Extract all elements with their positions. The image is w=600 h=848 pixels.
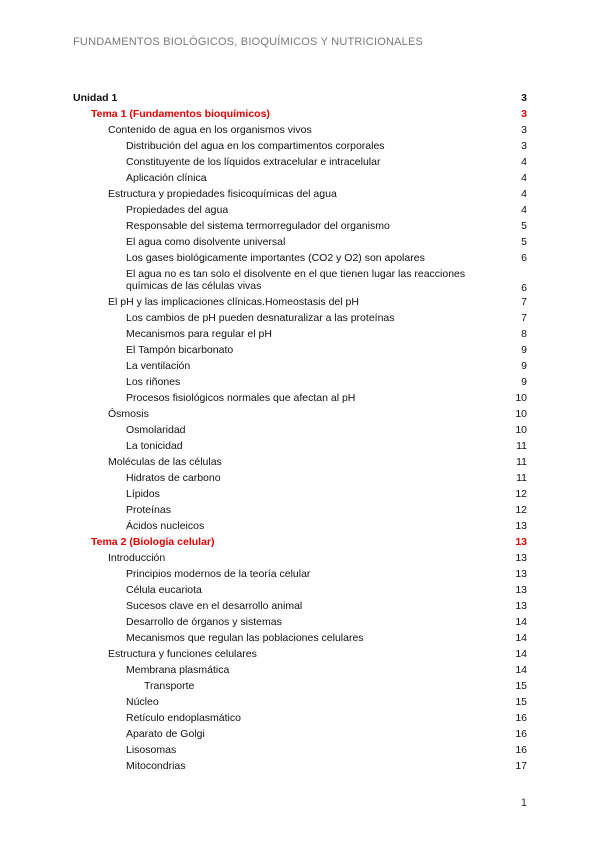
toc-entry[interactable] [73,598,527,614]
toc-entry-title: Estructura y propiedades fisicoquímicas del agua [108,188,337,200]
toc-entry-title: El agua como disolvente universal [126,236,286,248]
toc-entry-page: 14 [515,616,527,628]
toc-entry-title: La tonicidad [126,440,183,452]
toc-entry[interactable] [73,758,527,774]
toc-entry-page: 11 [516,440,527,452]
toc-entry-page: 13 [515,568,527,580]
toc-entry-title: Ácidos nucleicos [126,520,205,532]
toc-entry-page: 8 [521,328,527,340]
toc-entry-title: Constituyente de los líquidos extracelular e intracelular [126,156,381,168]
toc-entry[interactable] [73,342,527,358]
toc-entry[interactable] [73,486,527,502]
toc-entry-page: 4 [521,204,527,216]
toc-entry-title: Principios modernos de la teoría celular [126,568,311,580]
toc-entry-title: Aplicación clínica [126,172,207,184]
toc-entry-title: Distribución del agua en los compartimentos corporales [126,140,385,152]
toc-entry-title: Propiedades del agua [126,204,229,216]
toc-entry-page: 12 [515,488,527,500]
toc-entry-title: Tema 2 (Biología celular) [91,536,215,548]
toc-entry-page: 15 [515,680,527,692]
toc-entry-page: 7 [521,296,527,308]
toc-entry-title: Aparato de Golgi [126,728,205,740]
toc-entry-title: Hidratos de carbono [126,472,221,484]
toc-entry[interactable] [73,122,527,138]
toc-entry-page: 14 [515,664,527,676]
toc-entry-page: 3 [521,124,527,136]
toc-entry-title: Contenido de agua en los organismos vivos [108,124,312,136]
toc-entry-page: 10 [515,424,527,436]
toc-entry[interactable] [73,614,527,630]
toc-entry-page: 6 [521,252,527,264]
toc-entry[interactable] [73,406,527,422]
toc-entry-page: 16 [515,744,527,756]
toc-entry-title: La ventilación [126,360,191,372]
toc-entry[interactable] [73,710,527,726]
toc-entry-page: 6 [521,282,527,294]
toc-entry[interactable] [73,502,527,518]
toc-entry[interactable] [73,694,527,710]
toc-entry-page: 3 [521,92,527,104]
toc-entry-title: Mecanismos para regular el pH [126,328,272,340]
toc-entry[interactable] [73,582,527,598]
toc-entry-title: Tema 1 (Fundamentos bioquímicos) [91,108,270,120]
toc-entry[interactable] [73,454,527,470]
toc-entry[interactable] [73,742,527,758]
toc-entry-title: Sucesos clave en el desarrollo animal [126,600,303,612]
toc-entry-title: Moléculas de las células [108,456,222,468]
toc-entry-page: 12 [515,504,527,516]
toc-entry[interactable] [73,186,527,202]
toc-entry[interactable] [73,630,527,646]
toc-entry[interactable] [73,294,527,310]
toc-entry[interactable] [73,106,527,122]
toc-entry-title: Los cambios de pH pueden desnaturalizar a las proteínas [126,312,395,324]
toc-entry-title: Los riñones [126,376,181,388]
toc-entry-page: 11 [516,456,527,468]
toc-entry-page: 10 [515,408,527,420]
toc-entry-page: 5 [521,236,527,248]
toc-entry-page: 13 [515,536,527,548]
toc-entry-title: Los gases biológicamente importantes (CO2 y O2) son apolares [126,252,425,264]
toc-entry[interactable] [73,202,527,218]
toc-entry[interactable] [73,390,527,406]
toc-entry[interactable] [73,534,527,550]
toc-entry-page: 7 [521,312,527,324]
toc-entry-page: 14 [515,648,527,660]
toc-entry-page: 4 [521,188,527,200]
toc-entry-page: 11 [516,472,527,484]
toc-entry-title: El agua no es tan solo el disolvente en el que tienen lugar las reacciones químicas de las células vivas [126,268,466,292]
toc-entry-page: 15 [515,696,527,708]
toc-entry-page: 16 [515,728,527,740]
toc-entry[interactable] [73,726,527,742]
toc-entry[interactable] [73,154,527,170]
toc-entry-title: Unidad 1 [73,92,118,104]
toc-entry-title: Membrana plasmática [126,664,230,676]
toc-entry-title: Mitocondrias [126,760,186,772]
toc-entry[interactable] [73,678,527,694]
toc-entry[interactable] [73,518,527,534]
toc-entry[interactable] [73,422,527,438]
toc-entry-page: 14 [515,632,527,644]
toc-entry-title: El Tampón bicarbonato [126,344,234,356]
toc-entry[interactable] [73,138,527,154]
toc-entry[interactable] [73,90,527,106]
toc-entry-page: 16 [515,712,527,724]
toc-entry[interactable] [73,218,527,234]
toc-entry-page: 13 [515,520,527,532]
page-number: 1 [520,797,527,809]
toc-entry-page: 13 [515,584,527,596]
toc-entry[interactable] [73,470,527,486]
toc-entry-page: 9 [521,376,527,388]
toc-entry-page: 4 [521,156,527,168]
toc-entry[interactable] [73,250,527,266]
toc-entry[interactable] [73,550,527,566]
toc-entry-title: Lípidos [126,488,160,500]
toc-entry[interactable] [73,662,527,678]
toc-entry-page: 17 [515,760,527,772]
toc-entry[interactable] [73,358,527,374]
toc-entry[interactable] [73,310,527,326]
toc-entry[interactable] [73,438,527,454]
toc-entry-page: 5 [521,220,527,232]
toc-entry[interactable] [73,234,527,250]
toc-entry-title: Responsable del sistema termorregulador del organismo [126,220,390,232]
toc-entry-title: Ósmosis [108,408,149,420]
toc-entry-page: 13 [515,600,527,612]
toc-entry[interactable] [73,374,527,390]
toc-entry-page: 9 [521,360,527,372]
toc-entry-page: 3 [521,140,527,152]
toc-entry[interactable] [73,170,527,186]
table-of-contents [73,90,527,774]
toc-entry[interactable] [73,266,527,294]
toc-entry-title: Proteínas [126,504,171,516]
toc-entry-title: Desarrollo de órganos y sistemas [126,616,282,628]
toc-entry-title: Retículo endoplasmático [126,712,241,724]
toc-entry-title: Lisosomas [126,744,177,756]
toc-entry[interactable] [73,326,527,342]
toc-entry-title: Osmolaridad [126,424,186,436]
toc-entry-page: 13 [515,552,527,564]
toc-entry[interactable] [73,566,527,582]
toc-entry-title: Núcleo [126,696,159,708]
toc-entry-page: 9 [521,344,527,356]
toc-entry-page: 3 [521,108,527,120]
page-header: FUNDAMENTOS BIOLÓGICOS, BIOQUÍMICOS Y NUTRICIONALES [73,36,424,48]
toc-entry-title: El pH y las implicaciones clínicas.Homeostasis del pH [108,296,359,308]
toc-entry-title: Estructura y funciones celulares [108,648,257,660]
toc-entry-page: 4 [521,172,527,184]
toc-entry-title: Célula eucariota [126,584,202,596]
toc-entry[interactable] [73,646,527,662]
toc-entry-title: Transporte [144,680,195,692]
toc-entry-page: 10 [515,392,527,404]
toc-entry-title: Introducción [108,552,166,564]
toc-entry-title: Procesos fisiológicos normales que afectan al pH [126,392,356,404]
toc-entry-title: Mecanismos que regulan las poblaciones celulares [126,632,364,644]
